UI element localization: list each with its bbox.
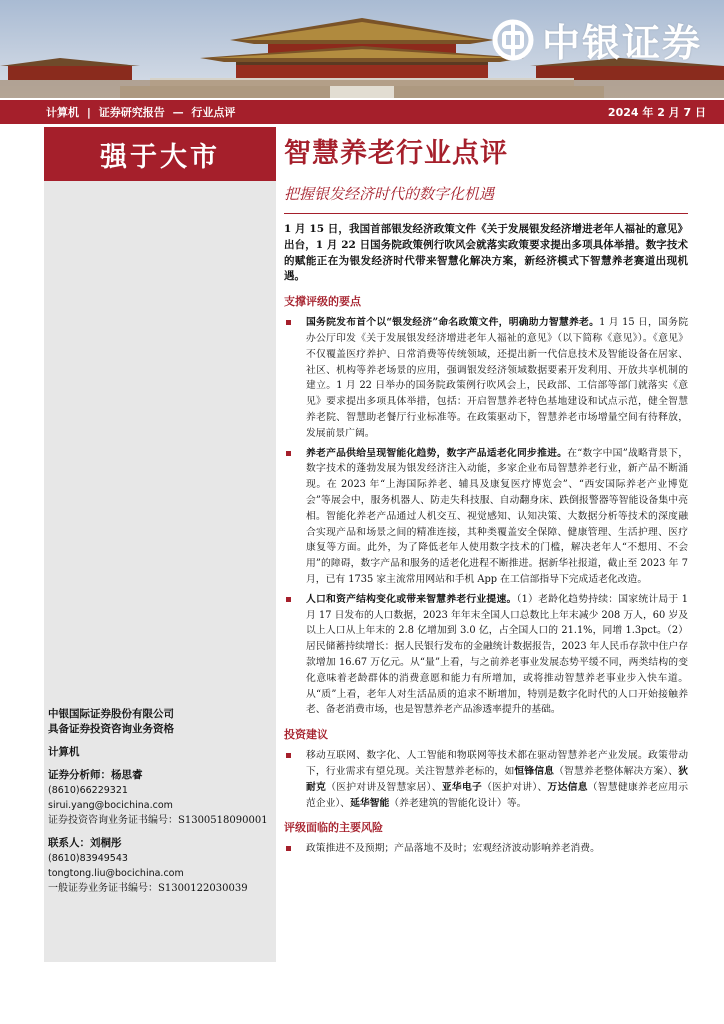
bullet-text: （医护对讲及智慧家居）、 (326, 781, 442, 793)
analyst-info (48, 707, 274, 896)
bullet-lead: 国务院发布首个以“银发经济”命名政策文件，明确助力智慧养老。 (306, 317, 600, 329)
stock-name: 延华智能 (350, 797, 390, 809)
qualification: 具备证券投资咨询业务资格 (48, 723, 174, 735)
report-date: 2024 年 2 月 7 日 (607, 106, 706, 119)
bullet-square-icon (286, 846, 291, 851)
breadcrumb-dash: — (172, 106, 184, 119)
contact-phone: (8610)83949543 (48, 853, 128, 864)
brand-name: 中银证券 (541, 21, 702, 65)
breadcrumb-category: 行业点评 (191, 106, 236, 119)
bullet-square-icon (286, 451, 291, 456)
report-subtitle: 把握银发经济时代的数字化机遇 (284, 185, 495, 203)
stock-name: 万达信息 (547, 781, 588, 793)
bullet-text: （智慧养老整体解决方案）、 (554, 765, 679, 777)
analyst-phone: (8610)66229321 (48, 785, 128, 796)
analyst-name: 证券分析师：杨思睿 (48, 769, 143, 781)
bullet-square-icon (286, 753, 291, 758)
breadcrumb (46, 104, 239, 120)
bullet-text: 在“数字中国”战略背景下，数字技术的蓬勃发展为银发经济注入动能，多家企业布局智慧养老行业，新产品不断涌现。在 2023 年“上海国际养老、辅具及康复医疗博览会”、“西安国际养老产业博览会”等展会中，服务机器人、防走失科技服、自动翻身床、跌倒报警器等智能设备集中亮相。智能化养老产品通过人机交互、视觉感知、认知决策、大数据分析等技术的深度融合实现产品和场景之间的精准连接，其种类覆盖安全保障、健康管理、生活护理、医疗康复等方面。此外，为了降低老年人使用数字技术的门槛，解决老年人“不想用、不会用”的障碍，数字产品和服务的适老化进程不断推进。据新华社报道，截止至 2023 年 7 月，已有 1735 家主流常用网站和手机 App 在工信部指导下完成适老化改造。 (306, 447, 688, 585)
list-item (284, 748, 688, 811)
list-item (284, 315, 688, 441)
bullet-text: （1）老龄化趋势持续：国家统计局于 1 月 17 日发布的人口数据，2023 年年末全国人口总数比上年末减少 208 万人，60 岁及以上人口从上年末的 2.8 亿增加到 3.0 亿，占全国人口的 21.1%，同增 1.3pct。（2）居民储蓄持续增长：据人民银行发布的金融统计数据报告，2023 年人民币存款中住户存款增加 16.67 万亿元。从“量”上看，与之前养老事业发展态势平缓不同，两类结构的变化意味着老龄群体的消费意愿和能力有所增加，或将推动智慧养老事业步入快车道。从“质”上看，老年人对生活品质的追求不断增加，特别是数字化时代的人口开始接触养老、备老消费市场，也是智慧养老产品渗透率提升的基础。 (306, 593, 689, 716)
bullet-text: （智慧健康养老应用示范企业）、 (306, 781, 689, 809)
bullet-square-icon (286, 597, 291, 602)
report-summary: 1 月 15 日，我国首部银发经济政策文件《关于发展银发经济增进老年人福祉的意见》出台，1 月 22 日国务院政策例行吹风会就落实政策要求提出多项具体举措。数字技术的赋能正在为银发经济时代带来智慧化解决方案，新经济模式下智慧养老赛道出现机遇。 (284, 223, 688, 283)
main-content (284, 127, 688, 857)
stock-name: 狄耐克 (306, 765, 689, 793)
breadcrumb-report-type: 证券研究报告 (98, 106, 165, 119)
contact-email[interactable]: tongtong.liu@bocichina.com (48, 868, 184, 879)
analyst-email[interactable]: sirui.yang@bocichina.com (48, 800, 173, 811)
bullet-text: 政策推进不及预期；产品落地不及时；宏观经济波动影响养老消费。 (306, 843, 600, 855)
industry-label: 计算机 (48, 746, 80, 758)
list-item (284, 841, 688, 857)
section-title-risks: 评级面临的主要风险 (284, 821, 383, 835)
list-item (284, 446, 688, 588)
company-name: 中银国际证券股份有限公司 (48, 708, 174, 720)
bullet-text: （医护对讲）、 (482, 781, 548, 793)
breadcrumb-industry: 计算机 (46, 106, 79, 119)
report-title: 智慧养老行业点评 (284, 138, 508, 169)
rating-badge: 强于大市 (44, 127, 276, 181)
header-banner (0, 0, 724, 98)
bullet-text: 1 月 15 日，国务院办公厅印发《关于发展银发经济增进老年人福祉的意见》（以下简称《意见》）。《意见》不仅覆盖医疗养护、日常消费等传统领域，还提出新一代信息技术及智能设备在居家、社区、机构等养老场景的应用，强调银发经济领域数据要素开发利用、开放共享机制的建立。1 月 22 日举办的国务院政策例行吹风会上，民政部、工信部等部门就落实《意见》要求提出多项具体举措，包括：开启智慧养老特色基地建设和试点示范，健全智慧养老院、智慧助老餐厅行业标准等。在政策驱动下，智慧养老市场增量空间有待释放，发展前景广阔。 (306, 317, 688, 439)
contact-cert: 一般证券业务证书编号：S1300122030039 (48, 883, 248, 894)
bullet-text: 移动互联网、数字化、人工智能和物联网等技术都在驱动智慧养老产业发展。政策带动下，行业需求有望兑现。关注智慧养老标的，如 (306, 750, 688, 777)
stock-name: 恒锋信息 (514, 765, 555, 777)
breadcrumb-separator: | (86, 106, 91, 119)
brand (492, 12, 702, 67)
left-sidebar (44, 127, 276, 962)
analyst-cert: 证券投资咨询业务证书编号：S1300518090001 (48, 815, 268, 826)
stock-name: 亚华电子 (441, 781, 483, 793)
bank-of-china-logo-icon (492, 19, 534, 61)
bullet-square-icon (286, 320, 291, 325)
list-item (284, 592, 688, 718)
contact-name: 联系人：刘桐彤 (48, 837, 122, 849)
bullet-lead: 人口和资产结构变化或带来智慧养老行业提速。 (306, 593, 517, 605)
bullet-lead: 养老产品供给呈现智能化趋势，数字产品适老化同步推进。 (306, 447, 568, 459)
breadcrumb-bar (0, 100, 724, 124)
section-title-rating-points: 支撑评级的要点 (284, 295, 361, 309)
section-title-investment: 投资建议 (284, 728, 328, 742)
bullet-text: （养老建筑的智能化设计）等。 (389, 797, 527, 809)
title-divider (284, 213, 688, 214)
